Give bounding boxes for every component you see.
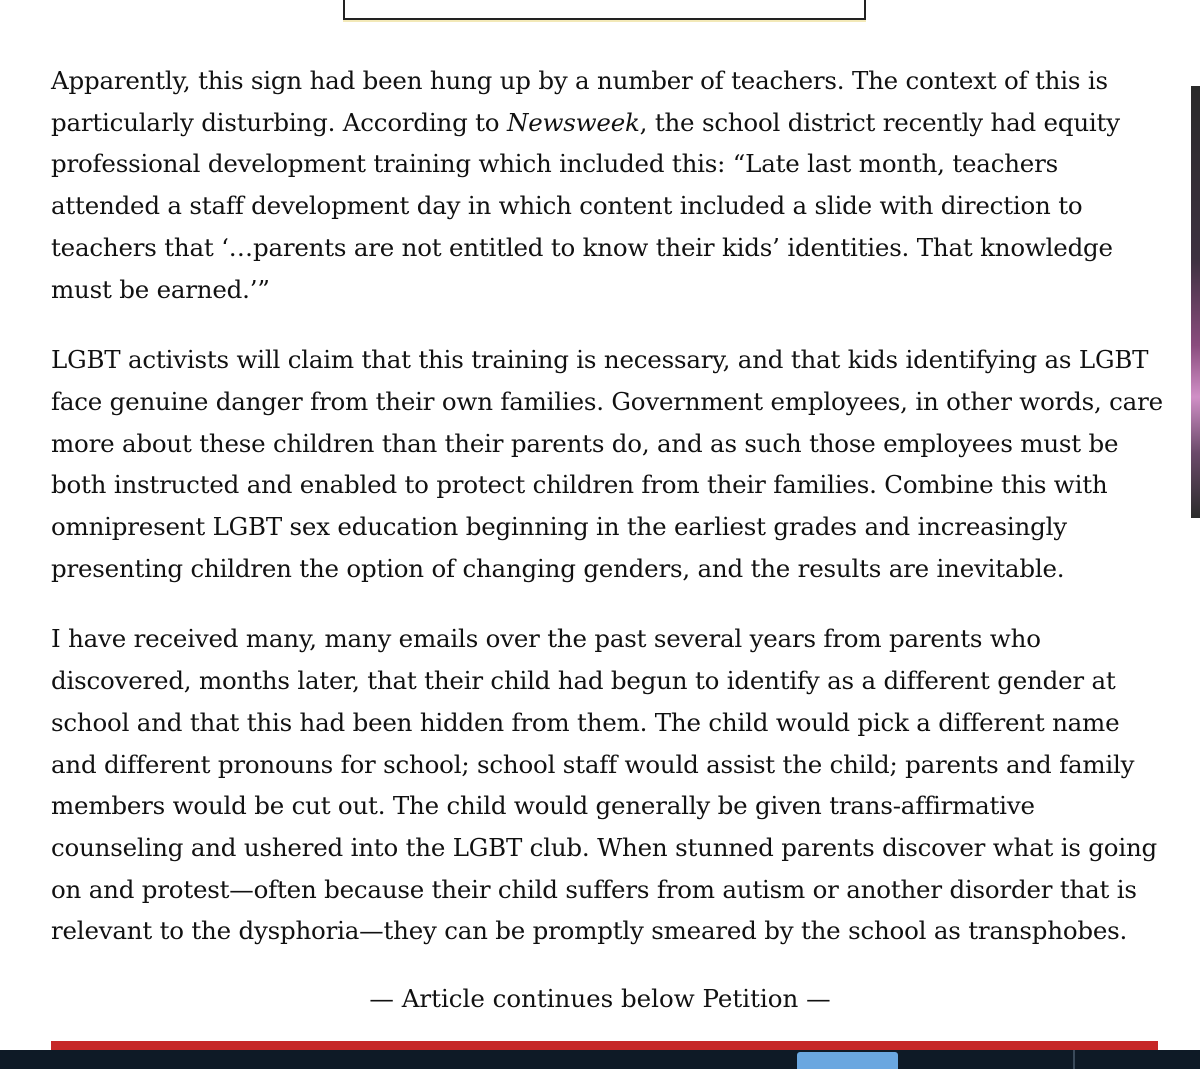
article-continues-note: — Article continues below Petition — [369, 984, 831, 1013]
paragraph-1-text-after: , the school district recently had equity professional development training which included this: “Late last month, teachers attended a staff development day in which content included a slide with direction to teachers that ‘…parents are not entitled to know their kids’ identities. That knowledge must be earned.’” [51, 107, 1120, 304]
sidebar-image-edge [1191, 86, 1200, 518]
article-paragraph-3: I have received many, many emails over the past several years from parents who discovered, months later, that their child had begun to identify as a different gender at school and that this had been hidden from them. The child would pick a different name and different pronouns for school; school staff would assist the child; parents and family members would be cut out. The child would generally be given trans-affirmative counseling and ushered into the LGBT club. When stunned parents discover what is going on and protest—often because their child suffers from autism or another disorder that is relevant to the dysphoria—they can be promptly smeared by the school as transphobes. [51, 624, 1158, 946]
petition-banner-divider [1073, 1050, 1075, 1069]
petition-banner [0, 1050, 1200, 1069]
embedded-image-frame [343, 0, 866, 20]
article-paragraph-2: LGBT activists will claim that this training is necessary, and that kids identifying as LGBT face genuine danger from their own families. Government employees, in other words, care more about these children than their parents do, and as such those employees must be both instructed and enabled to protect children from their families. Combine this with omnipresent LGBT sex education beginning in the earliest grades and increasingly presenting children the option of changing genders, and the results are inevitable. [51, 345, 1163, 583]
paragraph-1-text-before: Apparently, this sign had been hung up by a number of teachers. The context of this is particularly disturbing. According to [51, 66, 1108, 137]
article-paragraph-1 [51, 60, 1171, 310]
publication-name: Newsweek [506, 107, 640, 137]
article-body [51, 60, 1171, 981]
petition-banner-top-bar [51, 1041, 1158, 1050]
petition-banner-tab[interactable] [797, 1052, 898, 1069]
